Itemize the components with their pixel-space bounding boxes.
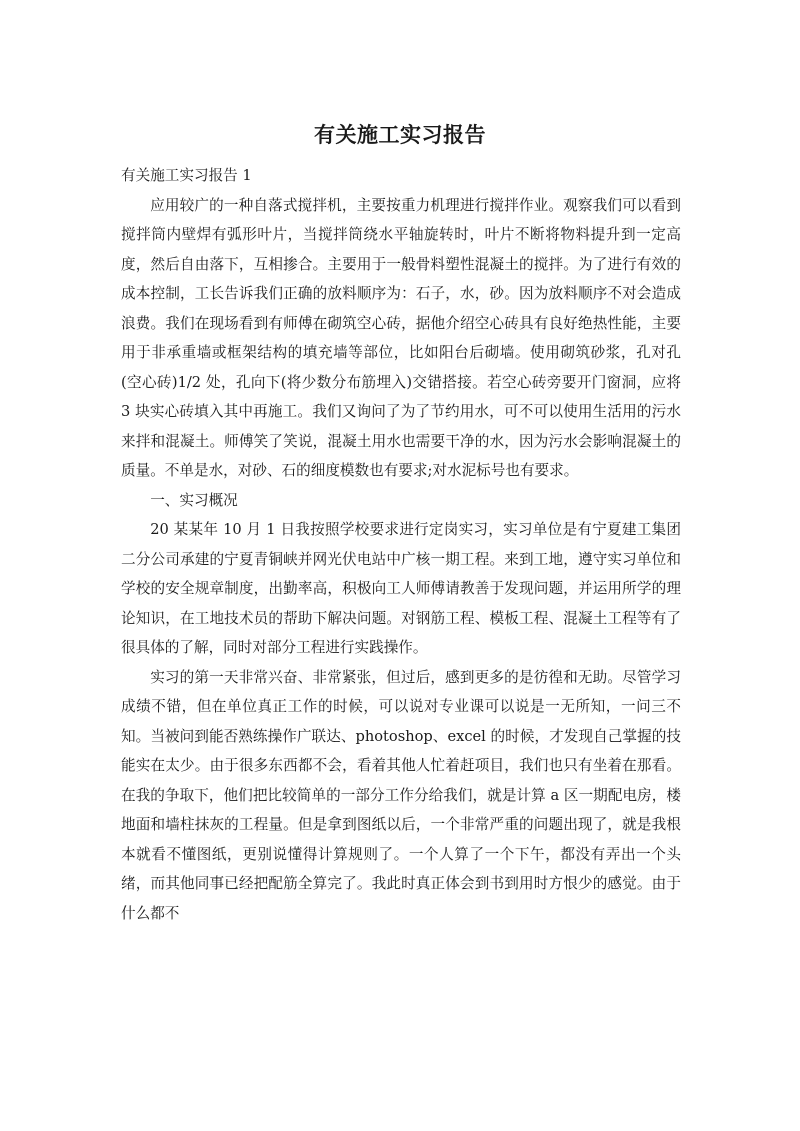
document-body xyxy=(121,161,681,928)
document-title: 有关施工实习报告 xyxy=(314,123,486,147)
paragraph-mixer: 应用较广的一种自落式搅拌机，主要按重力机理进行搅拌作业。观察我们可以看到搅拌筒内壁焊有弧形叶片，当搅拌筒绕水平轴旋转时，叶片不断将物料提升到一定高度，然后自由落下，互相掺合。主要用于一般骨料塑性混凝土的搅拌。为了进行有效的成本控制，工长告诉我们正确的放料顺序为：石子，水，砂。因为放料顺序不对会造成浪费。我们在现场看到有师傅在砌筑空心砖，据他介绍空心砖具有良好绝热性能，主要用于非承重墙或框架结构的填充墙等部位，比如阳台后砌墙。使用砌筑砂浆，孔对孔(空心砖)1/2 处，孔向下(将少数分布筋埋入)交错搭接。若空心砖旁要开门窗洞，应将 3 块实心砖填入其中再施工。我们又询问了为了节约用水，可不可以使用生活用的污水来拌和混凝土。师傅笑了笑说，混凝土用水也需要干净的水，因为污水会影响混凝土的质量。不单是水，对砂、石的细度模数也有要求;对水泥标号也有要求。 xyxy=(121,196,681,479)
section-heading-overview: 一、实习概况 xyxy=(150,491,238,509)
paragraph-first-day: 实习的第一天非常兴奋、非常紧张，但过后，感到更多的是彷徨和无助。尽管学习成绩不错，但在单位真正工作的时候，可以说对专业课可以说是一无所知，一问三不知。当被问到能否熟练操作广联达、photoshop、excel 的时候，才发现自己掌握的技能实在太少。由于很多东西都不会，看着其他人忙着赶项目，我们也只有坐着在那看。在我的争取下，他们把比较简单的一部分工作分给我们，就是计算 a 区一期配电房，楼地面和墙柱抹灰的工程量。但是拿到图纸以后，一个非常严重的问题出现了，就是我根本就看不懂图纸，更别说懂得计算规则了。一个人算了一个下午，都没有弄出一个头绪，而其他同事已经把配筋全算完了。我此时真正体会到书到用时方恨少的感觉。由于什么都不 xyxy=(121,668,681,922)
paragraph-internship-overview: 20 某某年 10 月 1 日我按照学校要求进行定岗实习，实习单位是有宁夏建工集团二分公司承建的宁夏青铜峡并网光伏电站中广核一期工程。来到工地，遵守实习单位和学校的安全规章制度，出勤率高，积极向工人师傅请教善于发现问题，并运用所学的理论知识，在工地技术员的帮助下解决问题。对钢筋工程、模板工程、混凝土工程等有了很具体的了解，同时对部分工程进行实践操作。 xyxy=(121,521,681,656)
report-subtitle: 有关施工实习报告 1 xyxy=(121,167,252,184)
